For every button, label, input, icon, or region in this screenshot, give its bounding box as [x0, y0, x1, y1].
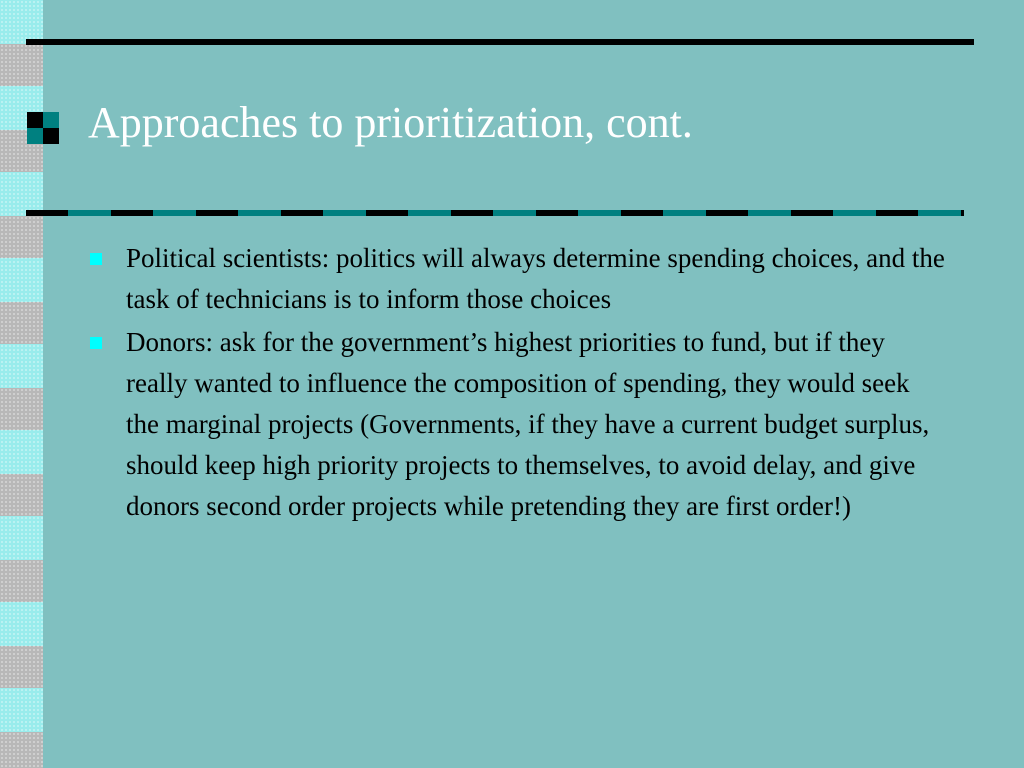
- title-divider: [26, 210, 964, 216]
- bullet-item: [88, 238, 948, 320]
- square-bullet-icon: [90, 253, 102, 265]
- square-bullet-icon: [90, 337, 102, 349]
- bullet-item: [88, 322, 948, 527]
- bullet-list: [88, 238, 948, 529]
- slide-title: Approaches to prioritization, cont.: [88, 98, 693, 147]
- title-bullet-icon: [27, 112, 59, 144]
- bullet-text: Political scientists: politics will always determine spending choices, and the task of technicians is to inform those choices: [126, 243, 945, 314]
- top-rule: [26, 39, 974, 45]
- bullet-text: Donors: ask for the government’s highest priorities to fund, but if they really wanted to influence the composition of spending, they would seek the marginal projects (Governments, if they have a current budget surplus, should keep high priority projects to themselves, to avoid delay, and give donors second order projects while pretending they are first order!): [126, 327, 930, 521]
